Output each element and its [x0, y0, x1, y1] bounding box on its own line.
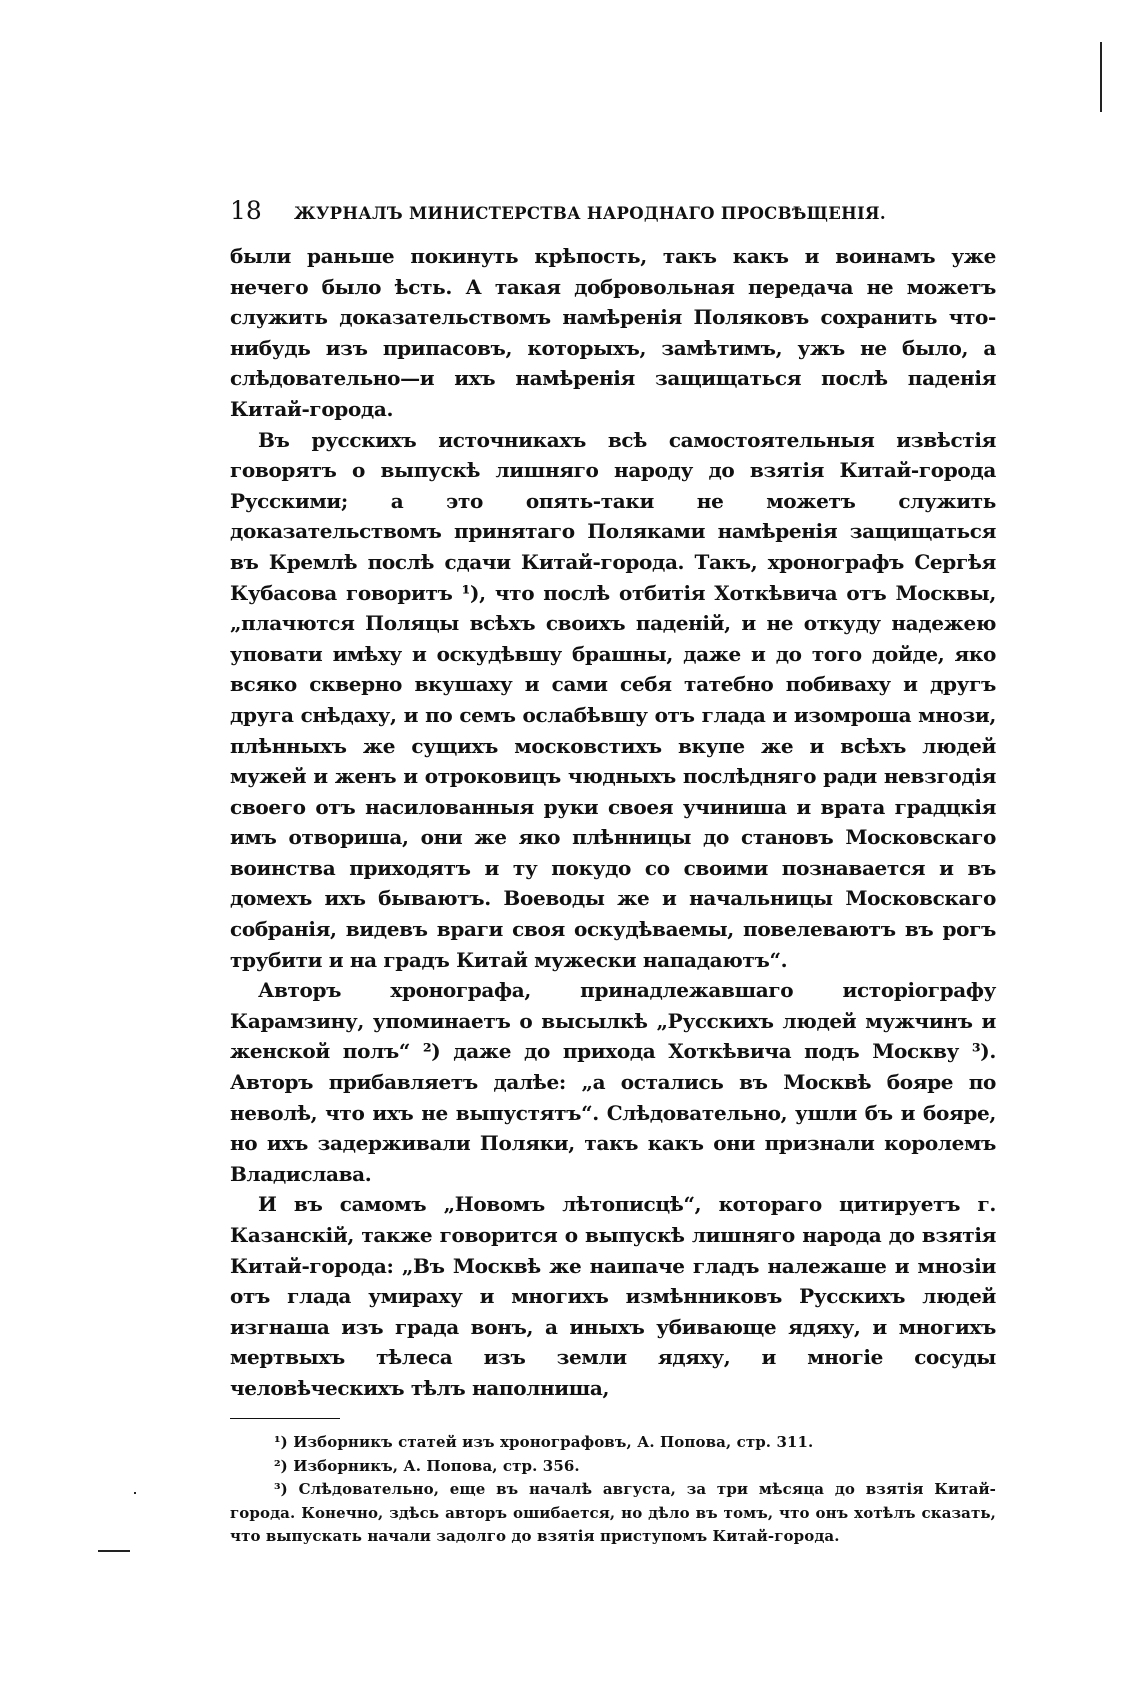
- running-head: [230, 196, 996, 225]
- footnote: ¹) Изборникъ статей изъ хронографовъ, А. Попова, стр. 311.: [274, 1433, 814, 1452]
- footnotes: [230, 1431, 996, 1549]
- footnote-separator: [230, 1418, 340, 1420]
- footnote: ³) Слѣдовательно, еще въ началѣ августа, за три мѣсяца до взятія Китай-города. Конечно, здѣсь авторъ ошибается, но дѣло въ томъ, что онъ хотѣлъ сказать, что выпускать начали задолго до взятія приступомъ Китай-города.: [230, 1480, 996, 1546]
- paragraph: были раньше покинуть крѣпость, такъ какъ и воинамъ уже нечего было ѣсть. А такая добровольная передача не можетъ служить доказательствомъ намѣренія Поляковъ сохранить что-нибудь изъ припасовъ, которыхъ, замѣтимъ, ужъ не было, а слѣдовательно—и ихъ намѣренія защищаться послѣ паденія Китай-города.: [230, 244, 996, 421]
- body-text: [230, 241, 996, 1404]
- page-number: 18: [230, 196, 262, 225]
- book-page: [230, 196, 996, 1549]
- scan-edge-mark: [1100, 42, 1102, 112]
- paragraph: И въ самомъ „Новомъ лѣтописцѣ“, котораго цитируетъ г. Казанскій, также говорится о выпускѣ лишняго народа до взятія Китай-города: „Въ Москвѣ же наипаче гладъ належаше и мнозіи отъ глада умираху и многихъ измѣнниковъ Русскихъ людей изгнаша изъ града вонъ, а иныхъ убивающе ядяху, и многихъ мертвыхъ тѣлеса изъ земли ядяху, и многіе сосуды человѣческихъ тѣлъ наполниша,: [230, 1192, 996, 1400]
- journal-title: ЖУРНАЛЪ МИНИСТЕРСТВА НАРОДНАГО ПРОСВѢЩЕНІЯ.: [294, 204, 886, 223]
- footnote: ²) Изборникъ, А. Попова, стр. 356.: [274, 1456, 580, 1475]
- scan-speck: [134, 1492, 136, 1494]
- paragraph: Въ русскихъ источникахъ всѣ самостоятельныя извѣстія говорятъ о выпускѣ лишняго народу до взятія Китай-города Русскими; а это опять-таки не можетъ служить доказательствомъ принятаго Поляками намѣренія защищаться въ Кремлѣ послѣ сдачи Китай-города. Такъ, хронографъ Сергѣя Кубасова говоритъ ¹), что послѣ отбитія Хоткѣвича отъ Москвы, „плачются Поляцы всѣхъ своихъ паденій, и не откуду надежею уповати имѣху и оскудѣвшу брашны, даже и до того дойде, яко всяко скверно вкушаху и сами себя татебно побиваху и другъ друга снѣдаху, и по семъ ослабѣвшу отъ глада и изомроша мнози, плѣнныхъ же сущихъ московстихъ вкупе же и всѣхъ людей мужей и женъ и отроковицъ чюдныхъ послѣдняго ради невзгодія своего отъ насилованныя руки своея учиниша и врата градцкія имъ отвориша, они же яко плѣнницы до становъ Московскаго воинства приходятъ и ту покудо со своими познавается и въ домехъ ихъ бываютъ. Воеводы же и начальницы Московскаго собранія, видевъ враги своя оскудѣваемы, повелеваютъ въ рогъ трубити и на градъ Китай мужески нападаютъ“.: [230, 427, 996, 972]
- paragraph: Авторъ хронографа, принадлежавшаго исторіографу Карамзину, упоминаетъ о высылкѣ „Русскихъ людей мужчинъ и женской полъ“ ²) даже до прихода Хоткѣвича подъ Москву ³). Авторъ прибавляетъ далѣе: „а остались въ Москвѣ бояре по неволѣ, что ихъ не выпустятъ“. Слѣдовательно, ушли бъ и бояре, но ихъ задерживали Поляки, такъ какъ они признали королемъ Владислава.: [230, 978, 996, 1186]
- scan-edge-mark: [98, 1550, 130, 1552]
